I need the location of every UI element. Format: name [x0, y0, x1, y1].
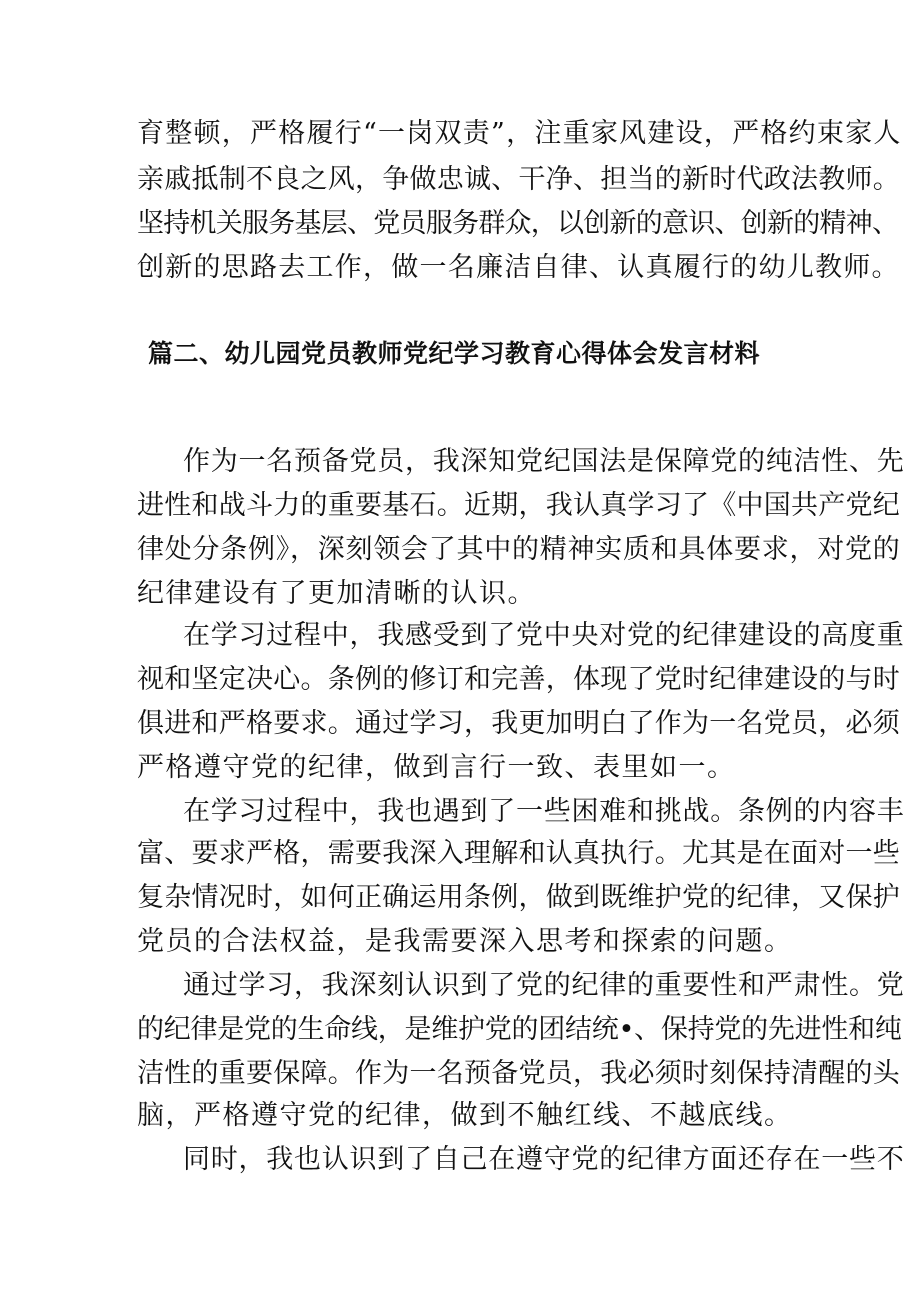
section-heading: 篇二、幼儿园党员教师党纪学习教育心得体会发言材料 [148, 339, 761, 368]
text-line: 洁性的重要保障。作为一名预备党员，我必须时刻保持清醒的头 [137, 1058, 900, 1089]
text-line: 视和坚定决心。条例的修订和完善，体现了党时纪律建设的与时 [137, 664, 900, 695]
text-line: 严格遵守党的纪律，做到言行一致、表里如一。 [137, 752, 736, 783]
text-line: 脑，严格遵守党的纪律，做到不触红线、不越底线。 [137, 1100, 793, 1131]
text-line: 在学习过程中，我也遇到了一些困难和挑战。条例的内容丰 [183, 796, 905, 827]
text-line: 进性和战斗力的重要基石。近期，我认真学习了《中国共产党纪 [137, 490, 900, 521]
text-line: 在学习过程中，我感受到了党中央对党的纪律建设的高度重 [183, 620, 905, 651]
text-line: 作为一名预备党员，我深知党纪国法是保障党的纯洁性、先 [183, 446, 905, 477]
text-line: 创新的思路去工作，做一名廉洁自律、认真履行的幼儿教师。 [137, 252, 900, 283]
text-line: 坚持机关服务基层、党员服务群众，以创新的意识、创新的精神、 [137, 208, 899, 239]
text-line: 富、要求严格，需要我深入理解和认真执行。尤其是在面对一些 [137, 838, 900, 869]
text-line: 通过学习，我深刻认识到了党的纪律的重要性和严肃性。党 [183, 970, 905, 1001]
text-line: 育整顿，严格履行“一岗双责”，注重家风建设，严格约束家人 [137, 118, 902, 149]
text-line: 亲戚抵制不良之风，争做忠诚、干净、担当的新时代政法教师。 [137, 164, 900, 195]
text-line: 复杂情况时，如何正确运用条例，做到既维护党的纪律，又保护 [137, 882, 900, 913]
text-line: 俱进和严格要求。通过学习，我更加明白了作为一名党员，必须 [137, 708, 900, 739]
text-line: 纪律建设有了更加清晰的认识。 [137, 578, 536, 609]
text-line: 同时，我也认识到了自己在遵守党的纪律方面还存在一些不 [183, 1144, 905, 1175]
text-line: 党员的合法权益，是我需要深入思考和探索的问题。 [137, 926, 793, 957]
text-line: 律处分条例》，深刻领会了其中的精神实质和具体要求，对党的 [137, 534, 901, 565]
text-line: 的纪律是党的生命线，是维护党的团结统•、保持党的先进性和纯 [137, 1014, 902, 1045]
